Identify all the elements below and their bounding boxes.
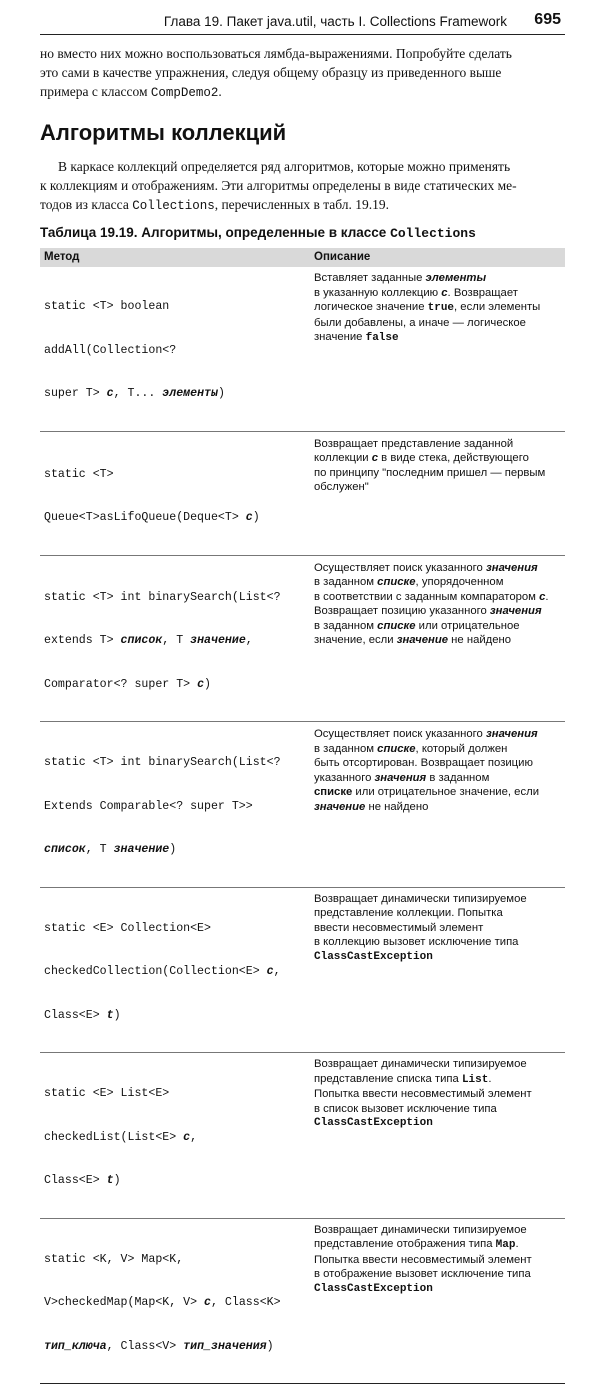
code: ) [113,1008,121,1022]
text: . [218,84,222,99]
text: в заданном [314,742,378,755]
text: в заданном [426,771,490,784]
description-cell [310,555,565,722]
code-line [44,1174,306,1189]
param: с [371,452,379,464]
desc-line: Попытка ввести несовместимый элемент [314,1253,532,1266]
method-cell [40,431,310,555]
param: значение [113,843,170,856]
method-cell [40,267,310,431]
text-line [40,82,565,103]
desc-line [314,800,561,815]
param: списке [377,576,416,588]
code-line: static <T> boolean [44,300,170,313]
text: в соответствии с заданным компаратором [314,590,540,603]
code-line: static <E> List<E> [44,1087,170,1100]
desc-line: были добавлены, а иначе — логическое [314,316,526,329]
code: ) [204,677,211,691]
algorithms-table [40,248,565,1384]
code: false [365,332,399,344]
method-cell [40,1218,310,1384]
text: представление отображения типа [314,1238,496,1250]
desc-line: представление коллекции. Попытка [314,907,503,919]
code: , [190,1130,198,1144]
text-line [40,195,565,216]
method-cell [40,555,310,722]
table-caption [40,225,476,241]
text: Осуществляет поиск указанного [314,728,486,740]
intro-paragraph [40,44,565,103]
description-cell [310,431,565,555]
desc-line: Возвращает динамически типизируемое [314,1058,527,1070]
desc-line [314,727,561,742]
exception-name: ClassCastException [314,1117,433,1129]
text-line: но вместо них можно воспользоваться лямбда-выражениями. Попробуйте сделать [40,46,512,61]
description-cell [310,1218,565,1384]
table-row [40,555,565,722]
code: ) [169,843,177,856]
desc-line: Возвращает динамически типизируемое [314,1223,527,1236]
param: t [106,1008,114,1022]
description-cell [310,1053,565,1219]
code-line [44,511,306,526]
exception-name: ClassCastException [314,950,433,963]
description-cell [310,887,565,1053]
desc-line: по принципу "последним пришел — первым [314,466,546,479]
section-heading: Алгоритмы коллекций [40,120,287,145]
caption-code: Collections [390,226,476,241]
desc-line [314,771,561,786]
inline-code: Collections [132,199,215,213]
code: ) [217,387,225,400]
code: ) [252,511,260,524]
param: c [183,1130,191,1144]
param: список [120,634,163,647]
param: элементы [425,272,487,284]
text-line: В каркасе коллекций определяется ряд алгоритмов, которые можно применять [58,159,511,174]
param: c [197,677,205,691]
code: Class<E> [44,1008,107,1022]
code-line: static <T> int binarySearch(List<? [44,756,281,769]
table-row [40,1053,565,1219]
code-line: static <K, V> Map<K, [44,1252,184,1266]
code-line [44,634,306,649]
text: . [488,1072,492,1085]
code: , [273,965,281,978]
code: Queue<T>asLifoQueue(Deque<T> [44,511,246,524]
text: или отрицательное [415,619,520,632]
code-line: static <T> int binarySearch(List<? [44,590,281,604]
desc-line [314,785,561,800]
table-row [40,887,565,1053]
text: , если элементы [454,301,541,313]
desc-line: в отображение вызовет исключение типа [314,1268,531,1280]
desc-line: быть отсортирован. Возвращает позицию [314,757,533,769]
param: значения [374,771,427,784]
param: значения [485,561,538,574]
code-line: addAll(Collection<? [44,343,177,357]
param: значения [485,728,538,740]
param: значение [190,634,246,647]
desc-line [314,590,561,605]
code: , [245,634,253,647]
desc-line: в список вызовет исключение типа [314,1102,497,1115]
desc-line: Попытка ввести несовместимый элемент [314,1088,532,1100]
param: значение [314,800,366,813]
code-line [44,1296,306,1311]
text: Осуществляет поиск указанного [314,561,486,574]
code: checkedCollection(Collection<E> [44,965,267,978]
param: c [245,511,253,524]
method-cell [40,722,310,888]
section-paragraph [40,157,565,216]
desc-line [314,330,561,346]
table-row [40,431,565,555]
desc-line [314,300,561,316]
text: в заданном [314,619,378,632]
code: List [461,1073,489,1086]
param: значение [396,634,449,646]
code: , Class<K> [211,1296,281,1309]
code: , T [85,843,114,856]
param: t [106,1174,114,1187]
text: или отрицательное значение, если [352,786,540,798]
param: список [44,843,86,856]
param: списке [377,742,416,755]
description-cell [310,722,565,888]
text: указанного [314,771,375,784]
code: Class<E> [44,1174,107,1187]
chapter-title: Глава 19. Пакет java.util, часть I. Collections Framework [163,14,507,29]
table-row [40,267,565,431]
param: c [266,965,274,978]
param: с [539,590,546,603]
method-cell [40,887,310,1053]
code-line: static <E> Collection<E> [44,921,211,935]
param: элементы [162,387,218,400]
code: Comparator<? super T> [44,677,198,691]
param: значения [489,605,542,617]
table-header-row [40,248,565,267]
param: списке [377,619,416,632]
desc-line [314,575,561,590]
param: c [204,1296,211,1309]
column-header-method: Метод [40,248,310,267]
desc-line [314,604,561,619]
exception-name: ClassCastException [314,1282,433,1295]
code: , Class<V> [106,1339,184,1353]
code: V>checkedMap(Map<K, V> [44,1296,205,1309]
desc-line: обслужен" [314,481,369,493]
text: Возвращает позицию указанного [314,605,490,617]
text: . [515,1238,519,1250]
code: super T> [44,387,107,400]
code-line [44,678,306,693]
desc-line [314,286,561,301]
param: тип_значения [183,1339,267,1353]
param: с [441,286,448,299]
inline-code: CompDemo2 [150,86,219,100]
text: коллекции [314,452,372,464]
page-number: 695 [534,11,561,28]
code-line [44,1009,306,1024]
text: логическое значение [314,301,428,313]
code-line: Extends Comparable<? super T>> [44,799,253,813]
desc-line [314,1237,561,1253]
text: в указанную коллекцию [314,286,442,299]
desc-line: Возвращает динамически типизируемое [314,892,527,905]
code-line: static <T> [44,467,114,481]
code-line [44,843,306,858]
text: представление списка типа [314,1072,462,1085]
code-line [44,387,306,402]
text: значение, если [314,634,397,646]
text: значение [314,331,366,343]
text: Вставляет заданные [314,272,426,284]
code-line [44,1131,306,1146]
param: c [106,387,114,400]
code: extends T> [44,634,121,647]
text: . [545,590,549,603]
running-header [40,12,565,35]
table-row [40,1218,565,1384]
desc-line [314,742,561,757]
desc-line [314,561,561,576]
text: примера с классом [40,84,151,99]
text-line: к коллекциям и отображениям. Эти алгоритмы определены в виде статических ме- [40,178,517,193]
code: ) [266,1339,274,1353]
table-row [40,722,565,888]
code: ) [113,1174,121,1187]
desc-line [314,271,561,286]
text: в заданном [314,576,378,588]
code-line [44,965,306,980]
desc-line [314,619,561,634]
desc-line [314,633,561,648]
code: , T... [113,387,163,400]
desc-line [314,1072,561,1088]
code-line [44,1340,306,1355]
desc-line: ввести несовместимый элемент [314,921,484,934]
code: Map [495,1239,516,1251]
text: , упорядоченном [415,576,504,588]
method-cell [40,1053,310,1219]
code: checkedList(List<E> [44,1130,184,1144]
description-cell [310,267,565,431]
param: тип_ключа [44,1339,107,1353]
desc-line [314,451,561,466]
column-header-description: Описание [310,248,565,267]
text: . Возвращает [447,286,518,299]
code: , T [162,634,191,647]
param: списке [314,786,353,798]
text: , перечисленных в табл. 19.19. [214,197,390,212]
text: в виде стека, действующего [378,452,529,464]
text: не найдено [365,800,429,813]
text: , который должен [415,742,508,755]
text-line: это сами в качестве упражнения, следуя общему образцу из приведенного выше [40,65,502,80]
code: true [427,302,455,314]
desc-line: в коллекцию вызовет исключение типа [314,936,519,948]
text: не найдено [448,634,512,646]
desc-line: Возвращает представление заданной [314,437,514,450]
text: тодов из класса [40,197,133,212]
caption-text: Таблица 19.19. Алгоритмы, определенные в классе [40,225,391,240]
